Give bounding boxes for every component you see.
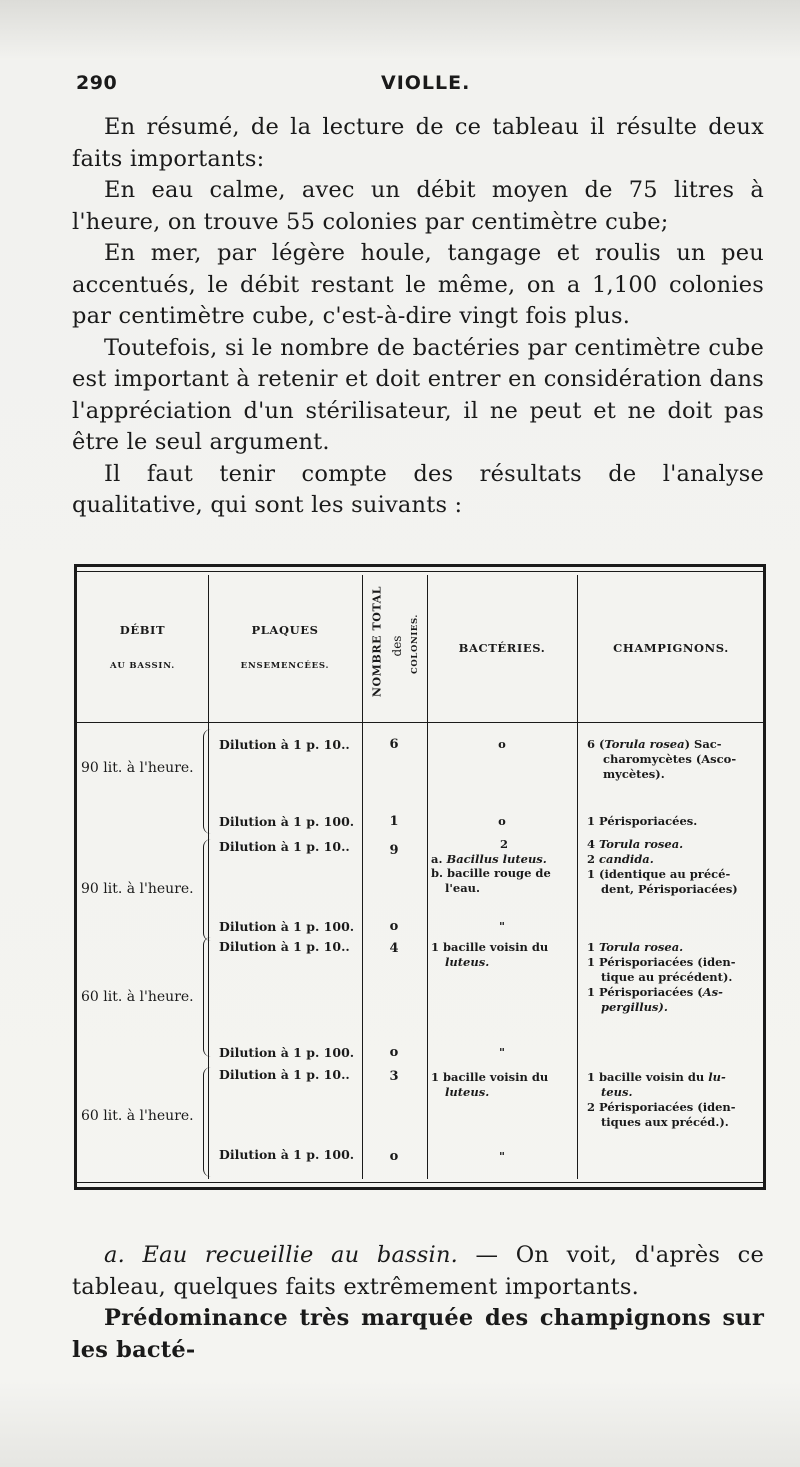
page-number: 290 xyxy=(76,72,118,94)
bacteries-line: 2 xyxy=(499,837,508,851)
plaque-label: Dilution à 1 p. 10.. xyxy=(219,839,350,854)
champignons-line: 1 Périsporiacées (As- xyxy=(587,985,723,999)
brace xyxy=(203,839,213,941)
champignons-line: teus. xyxy=(601,1085,633,1099)
champignons-line: 1 bacille voisin du lu- xyxy=(587,1070,726,1084)
champignons-line: charomycètes (Asco- xyxy=(603,752,737,766)
column-divider xyxy=(577,575,578,1179)
plaque-label: Dilution à 1 p. 100. xyxy=(219,1147,355,1162)
bacteries-line: luteus. xyxy=(445,954,490,969)
brace xyxy=(203,937,213,1057)
outro-italic-title: Eau recueillie au bassin. xyxy=(142,1242,458,1268)
champignons-line: 2 candida. xyxy=(587,852,654,866)
champignons-line: tiques aux précéd.). xyxy=(601,1115,729,1129)
brace xyxy=(203,1067,213,1177)
champignons-cell xyxy=(587,1070,767,1130)
header-plaques-sub: ENSEMENCÉES. xyxy=(240,661,330,671)
champignons-cell xyxy=(587,940,767,1015)
running-title: VIOLLE. xyxy=(381,72,471,94)
plaque-label: Dilution à 1 p. 100. xyxy=(219,1045,355,1060)
header-nombre-line2: des xyxy=(390,635,404,657)
bacteries-value: " xyxy=(499,1045,505,1059)
bacteries-value: " xyxy=(499,919,505,933)
bacteries-line: 1 bacille voisin du xyxy=(431,1070,549,1084)
intro-text xyxy=(72,112,764,522)
table-bottom-rule xyxy=(77,1182,763,1183)
champignons-line: tique au précédent). xyxy=(601,970,733,984)
total-colonies: 4 xyxy=(389,941,399,956)
plaque-label: Dilution à 1 p. 100. xyxy=(219,919,355,934)
bacteries-value: " xyxy=(499,1149,505,1163)
bacteries-line: a. Bacillus luteus. xyxy=(431,851,547,866)
debit-label: 90 lit. à l'heure. xyxy=(81,881,194,897)
bacteries-line: 1 bacille voisin du xyxy=(431,940,549,954)
header-plaques: PLAQUES xyxy=(251,623,319,637)
plaque-label: Dilution à 1 p. 100. xyxy=(219,814,355,829)
running-head xyxy=(76,66,760,100)
bacteries-line: luteus. xyxy=(445,1084,490,1099)
champignons-cell xyxy=(587,837,767,897)
paragraph: En résumé, de la lecture de ce tableau il résulte deux faits importants: xyxy=(72,114,764,172)
total-colonies: o xyxy=(389,1045,399,1060)
champignons-line: mycètes). xyxy=(603,767,665,781)
champignons-line: 1 Périsporiacées (iden- xyxy=(587,955,736,969)
bacteries-cell xyxy=(431,1070,577,1099)
total-colonies: 3 xyxy=(389,1069,399,1084)
column-divider xyxy=(427,575,428,1179)
header-champignons: CHAMPIGNONS. xyxy=(613,641,729,655)
champignons-line: 4 Torula rosea. xyxy=(587,837,684,851)
header-nombre-line3: COLONIES. xyxy=(410,614,420,674)
header-debit-sub: AU BASSIN. xyxy=(110,661,175,671)
champignons-line: 1 Périsporiacées. xyxy=(587,814,698,828)
header-bacteries: BACTÉRIES. xyxy=(458,641,546,655)
bacteries-value: o xyxy=(498,814,506,828)
paragraph: Toutefois, si le nombre de bactéries par centimètre cube est important à retenir et doit entrer en considération dans l'appréciation d'un stérilisateur, il ne peut et ne doit pas être le seul argument. xyxy=(72,334,764,455)
champignons-cell xyxy=(587,737,767,782)
champignons-line: 6 (Torula rosea) Sac- xyxy=(587,737,722,751)
debit-label: 60 lit. à l'heure. xyxy=(81,989,194,1005)
paragraph: Il faut tenir compte des résultats de l'analyse qualitative, qui sont les suivants : xyxy=(72,460,764,518)
header-nombre-line1: NOMBRE TOTAL xyxy=(370,585,384,698)
bacteries-cell xyxy=(431,837,577,895)
outro-text-rest: — On voit, d'après ce tableau, quelques faits extrêmement importants. xyxy=(72,1242,764,1300)
debit-label: 60 lit. à l'heure. xyxy=(81,1108,194,1124)
paragraph xyxy=(72,1240,764,1303)
champignons-line: pergillus). xyxy=(601,1000,668,1014)
bacteries-value: o xyxy=(498,737,506,751)
total-colonies: 1 xyxy=(389,814,399,829)
header-debit: DÉBIT xyxy=(119,623,166,637)
champignons-line: 1 Torula rosea. xyxy=(587,940,684,954)
column-divider xyxy=(362,575,363,1179)
champignons-line: dent, Périsporiacées) xyxy=(601,882,738,896)
plaque-label: Dilution à 1 p. 10.. xyxy=(219,1067,350,1082)
paragraph: Prédominance très marquée des champignons sur les bacté- xyxy=(72,1305,764,1363)
total-colonies: o xyxy=(389,919,399,934)
plaque-label: Dilution à 1 p. 10.. xyxy=(219,737,350,752)
paragraph: En mer, par légère houle, tangage et roulis un peu accentués, le débit restant le même, on a 1,100 colonies par centimètre cube, c'est-à-dire vingt fois plus. xyxy=(72,240,764,329)
table-top-rule xyxy=(77,571,763,572)
paragraph: En eau calme, avec un débit moyen de 75 litres à l'heure, on trouve 55 colonies par centimètre cube; xyxy=(72,177,764,235)
total-colonies: o xyxy=(389,1149,399,1164)
plaque-label: Dilution à 1 p. 10.. xyxy=(219,939,350,954)
outro-text xyxy=(72,1240,764,1366)
bacteries-line: b. bacille rouge de xyxy=(431,866,551,880)
total-colonies: 6 xyxy=(389,737,399,752)
champignons-line: 1 (identique au précé- xyxy=(587,867,731,881)
debit-label: 90 lit. à l'heure. xyxy=(81,760,194,776)
bacteries-line: l'eau. xyxy=(445,880,481,895)
outro-marker: a. xyxy=(104,1242,125,1268)
results-table xyxy=(74,564,766,1190)
header-rule xyxy=(77,722,763,723)
champignons-line: 2 Périsporiacées (iden- xyxy=(587,1100,736,1114)
total-colonies: 9 xyxy=(389,843,399,858)
brace xyxy=(203,729,213,834)
bacteries-cell xyxy=(431,940,577,969)
